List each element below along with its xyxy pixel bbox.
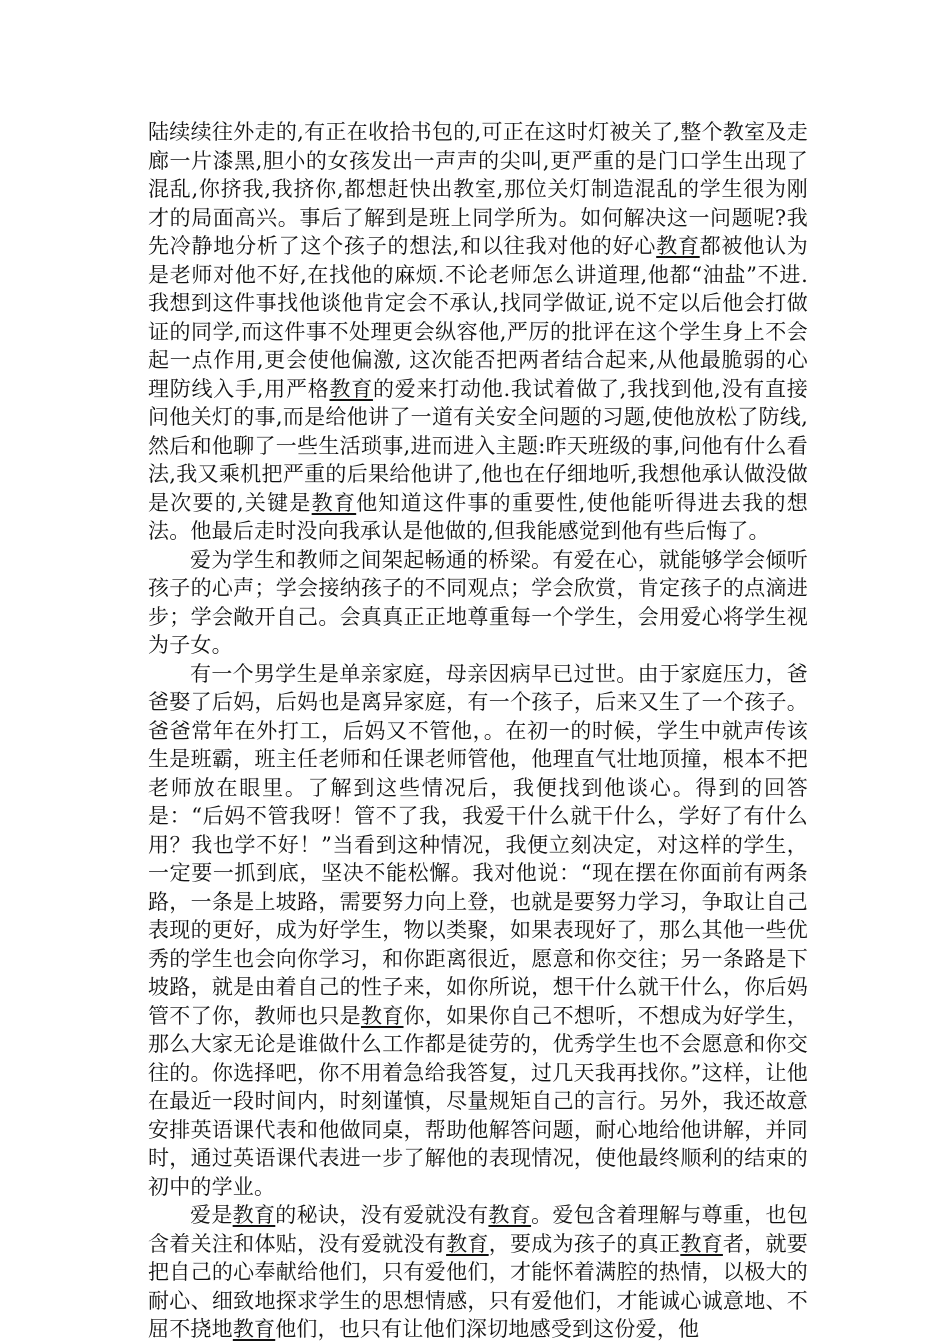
text-segment: 者，就要把自己的心奉献给他们，只有爱他们，才能怀着满腔的热情，以极大的耐心、细致地探求学生的思想情感，只有爱他们，才能诚心诚意地、不屈不挠地 xyxy=(148,1231,808,1341)
text-segment: 的爱来打动他.我试着做了,我找到他,没有直接问他关灯的事,而是给他讲了一道有关安全问题的习题,使他放松了防线,然后和他聊了一些生活琐事,进而进入主题:昨天班级的事,问他有什么看法,我又乘机把严重的后果给他讲了,他也在仔细地听,我想他承认做没做是次要的,关键是 xyxy=(148,376,808,515)
keyword-link-education[interactable]: 教育 xyxy=(360,1003,404,1028)
keyword-link-education[interactable]: 教育 xyxy=(446,1231,489,1256)
paragraph-3 xyxy=(148,660,808,1202)
paragraph-1 xyxy=(148,118,808,546)
text-segment: ，要成为孩子的真正 xyxy=(488,1231,681,1256)
text-segment: 他知道这件事的重要性,使他能听得进去我的想法。他最后走时没向我承认是他做的,但我能感觉到他有些后悔了。 xyxy=(148,490,809,543)
text-segment: 。爱包含着理解与尊重，也包含着关注和体贴，没有爱就没有 xyxy=(148,1203,809,1256)
text-segment: 陆续续往外走的,有正在收拾书包的,可正在这时灯被关了,整个教室及走廊一片漆黑,胆小的女孩发出一声声的尖叫,更严重的是门口学生出现了混乱,你挤我,我挤你,都想赶快出教室,那位关灯制造混乱的学生很为刚才的局面高兴。事后了解到是班上同学所为。如何解决这一问题呢?我先冷静地分析了这个孩子的想法,和以往我对他的好心 xyxy=(148,120,808,258)
keyword-link-education[interactable]: 教育 xyxy=(232,1317,276,1341)
paragraph-4 xyxy=(148,1201,808,1344)
paragraph-2 xyxy=(148,546,808,660)
text-segment: 爱是 xyxy=(190,1203,233,1227)
text-segment: 都被他认为是老师对他不好,在找他的麻烦.不论老师怎么讲道理,他都“油盐”不进.我想到这件事找他谈他肯定会不承认,找同学做证,说不定以后他会打做证的同学,而这件事不处理更会纵容他,严厉的批评在这个学生身上不会起一点作用,更会使他偏激, 这次能否把两者结合起来,从他最脆弱的心理防线入手,用严格 xyxy=(148,234,808,401)
keyword-link-education[interactable]: 教育 xyxy=(656,234,700,258)
keyword-link-education[interactable]: 教育 xyxy=(311,490,357,515)
document-page xyxy=(148,118,808,1344)
text-segment: 你，如果你自己不想听，不想成为好学生，那么大家无论是谁做什么工作都是徒劳的，优秀学生也不会愿意和你交往的。你选择吧，你不用着急给我答复，过几天我再找你。”这样，让他在最近一段时间内，时刻谨慎，尽量规矩自己的言行。另外，我还故意安排英语课代表和他做同桌，帮助他解答问题，耐心地给他讲解，并同时，通过英语课代表进一步了解他的表现情况，使他最终顺利的结束的初中的学业。 xyxy=(148,1003,808,1199)
keyword-link-education[interactable]: 教育 xyxy=(488,1203,532,1227)
text-segment: 他们，也只有让他们深切地感受到这份爱，他 xyxy=(275,1317,700,1341)
text-segment: 爱为学生和教师之间架起畅通的桥梁。有爱在心，就能够学会倾听孩子的心声；学会接纳孩子的不同观点；学会欣赏，肯定孩子的点滴进步；学会敞开自己。会真真正正地尊重每一个学生，会用爱心将学生视为子女。 xyxy=(148,547,808,657)
keyword-link-education[interactable]: 教育 xyxy=(232,1203,276,1227)
keyword-link-education[interactable]: 教育 xyxy=(680,1231,723,1256)
text-segment: 的秘诀，没有爱就没有 xyxy=(275,1203,489,1227)
keyword-link-education[interactable]: 教育 xyxy=(329,376,373,401)
text-segment: 有一个男学生是单亲家庭，母亲因病早已过世。由于家庭压力，爸爸娶了后妈，后妈也是离异家庭，有一个孩子，后来又生了一个孩子。爸爸常年在外打工，后妈又不管他，。在初一的时候，学生中就声传该生是班霸，班主任老师和任课老师管他，他理直气壮地顶撞，根本不把老师放在眼里。了解到这些情况后，我便找到他谈心。得到的回答是：“后妈不管我呀！管不了我，我爱干什么就干什么，学好了有什么用？我也学不好！”当看到这种情况，我便立刻决定，对这样的学生，一定要一抓到底，坚决不能松懈。我对他说：“现在摆在你面前有两条路，一条是上坡路，需要努力向上登，也就是要努力学习，争取让自己表现的更好，成为好学生，物以类聚，如果表现好了，那么其他一些优秀的学生也会向你学习，和你距离很近，愿意和你交往；另一条路是下坡路，就是由着自己的性子来，如你所说，想干什么就干什么，你后妈管不了你，教师也只是 xyxy=(148,661,808,1028)
